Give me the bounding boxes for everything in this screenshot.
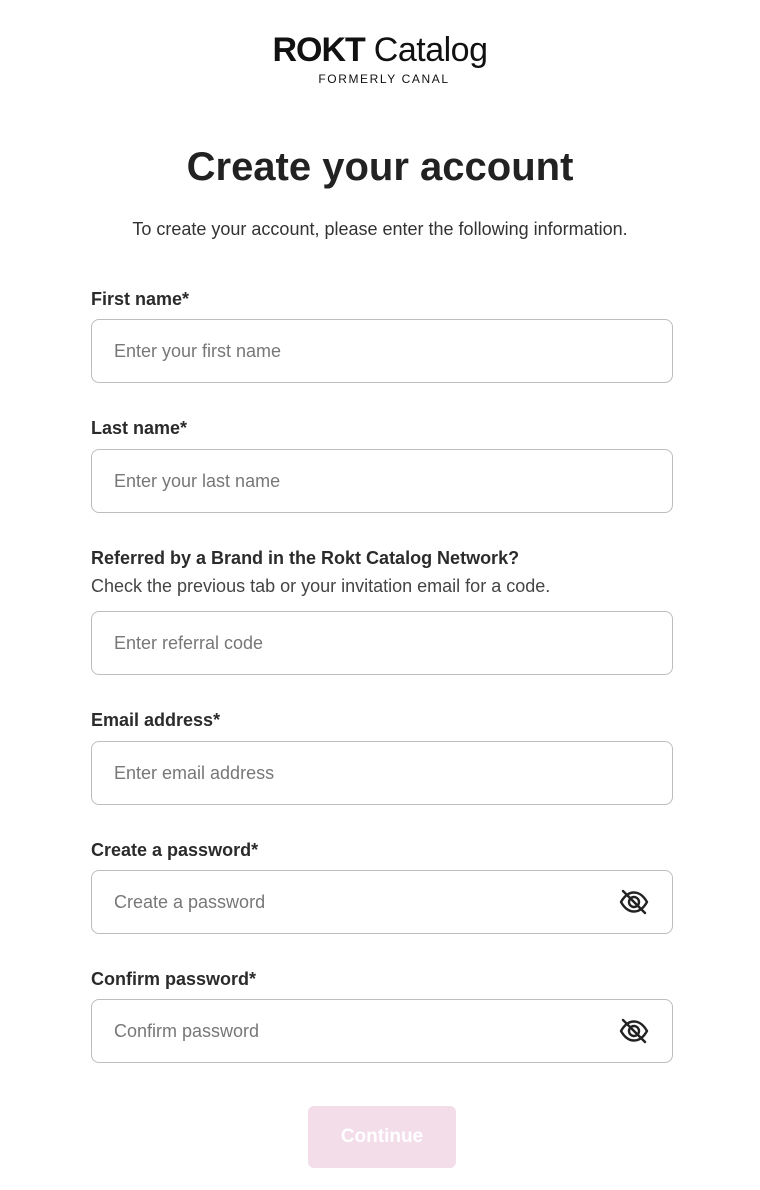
- referral-code-input[interactable]: [91, 611, 673, 675]
- referral-help-text: Check the previous tab or your invitation email for a code.: [91, 576, 551, 596]
- last-name-label: Last name*: [91, 418, 188, 438]
- logo-brand: ROKT: [272, 31, 365, 69]
- eye-off-icon: [618, 1015, 650, 1047]
- eye-off-icon: [618, 886, 650, 918]
- password-input[interactable]: [91, 870, 673, 934]
- confirm-password-visibility-toggle[interactable]: [616, 1013, 652, 1049]
- continue-button[interactable]: Continue: [308, 1106, 456, 1168]
- confirm-password-input[interactable]: [91, 999, 673, 1063]
- confirm-password-label: Confirm password*: [91, 969, 257, 989]
- email-input[interactable]: [91, 741, 673, 805]
- password-label: Create a password*: [91, 840, 259, 860]
- rokt-catalog-logo: [0, 30, 760, 86]
- referral-label: Referred by a Brand in the Rokt Catalog Network?: [91, 548, 520, 568]
- password-visibility-toggle[interactable]: [616, 884, 652, 920]
- first-name-label: First name*: [91, 289, 190, 309]
- first-name-input[interactable]: [91, 319, 673, 383]
- last-name-input[interactable]: [91, 449, 673, 513]
- page-subtitle: To create your account, please enter the following information.: [132, 219, 628, 239]
- logo-tagline: FORMERLY CANAL: [318, 72, 450, 86]
- email-label: Email address*: [91, 710, 221, 730]
- logo-wordmark: [273, 30, 488, 70]
- page-title: Create your account: [186, 145, 574, 189]
- logo-product: Catalog: [373, 31, 488, 69]
